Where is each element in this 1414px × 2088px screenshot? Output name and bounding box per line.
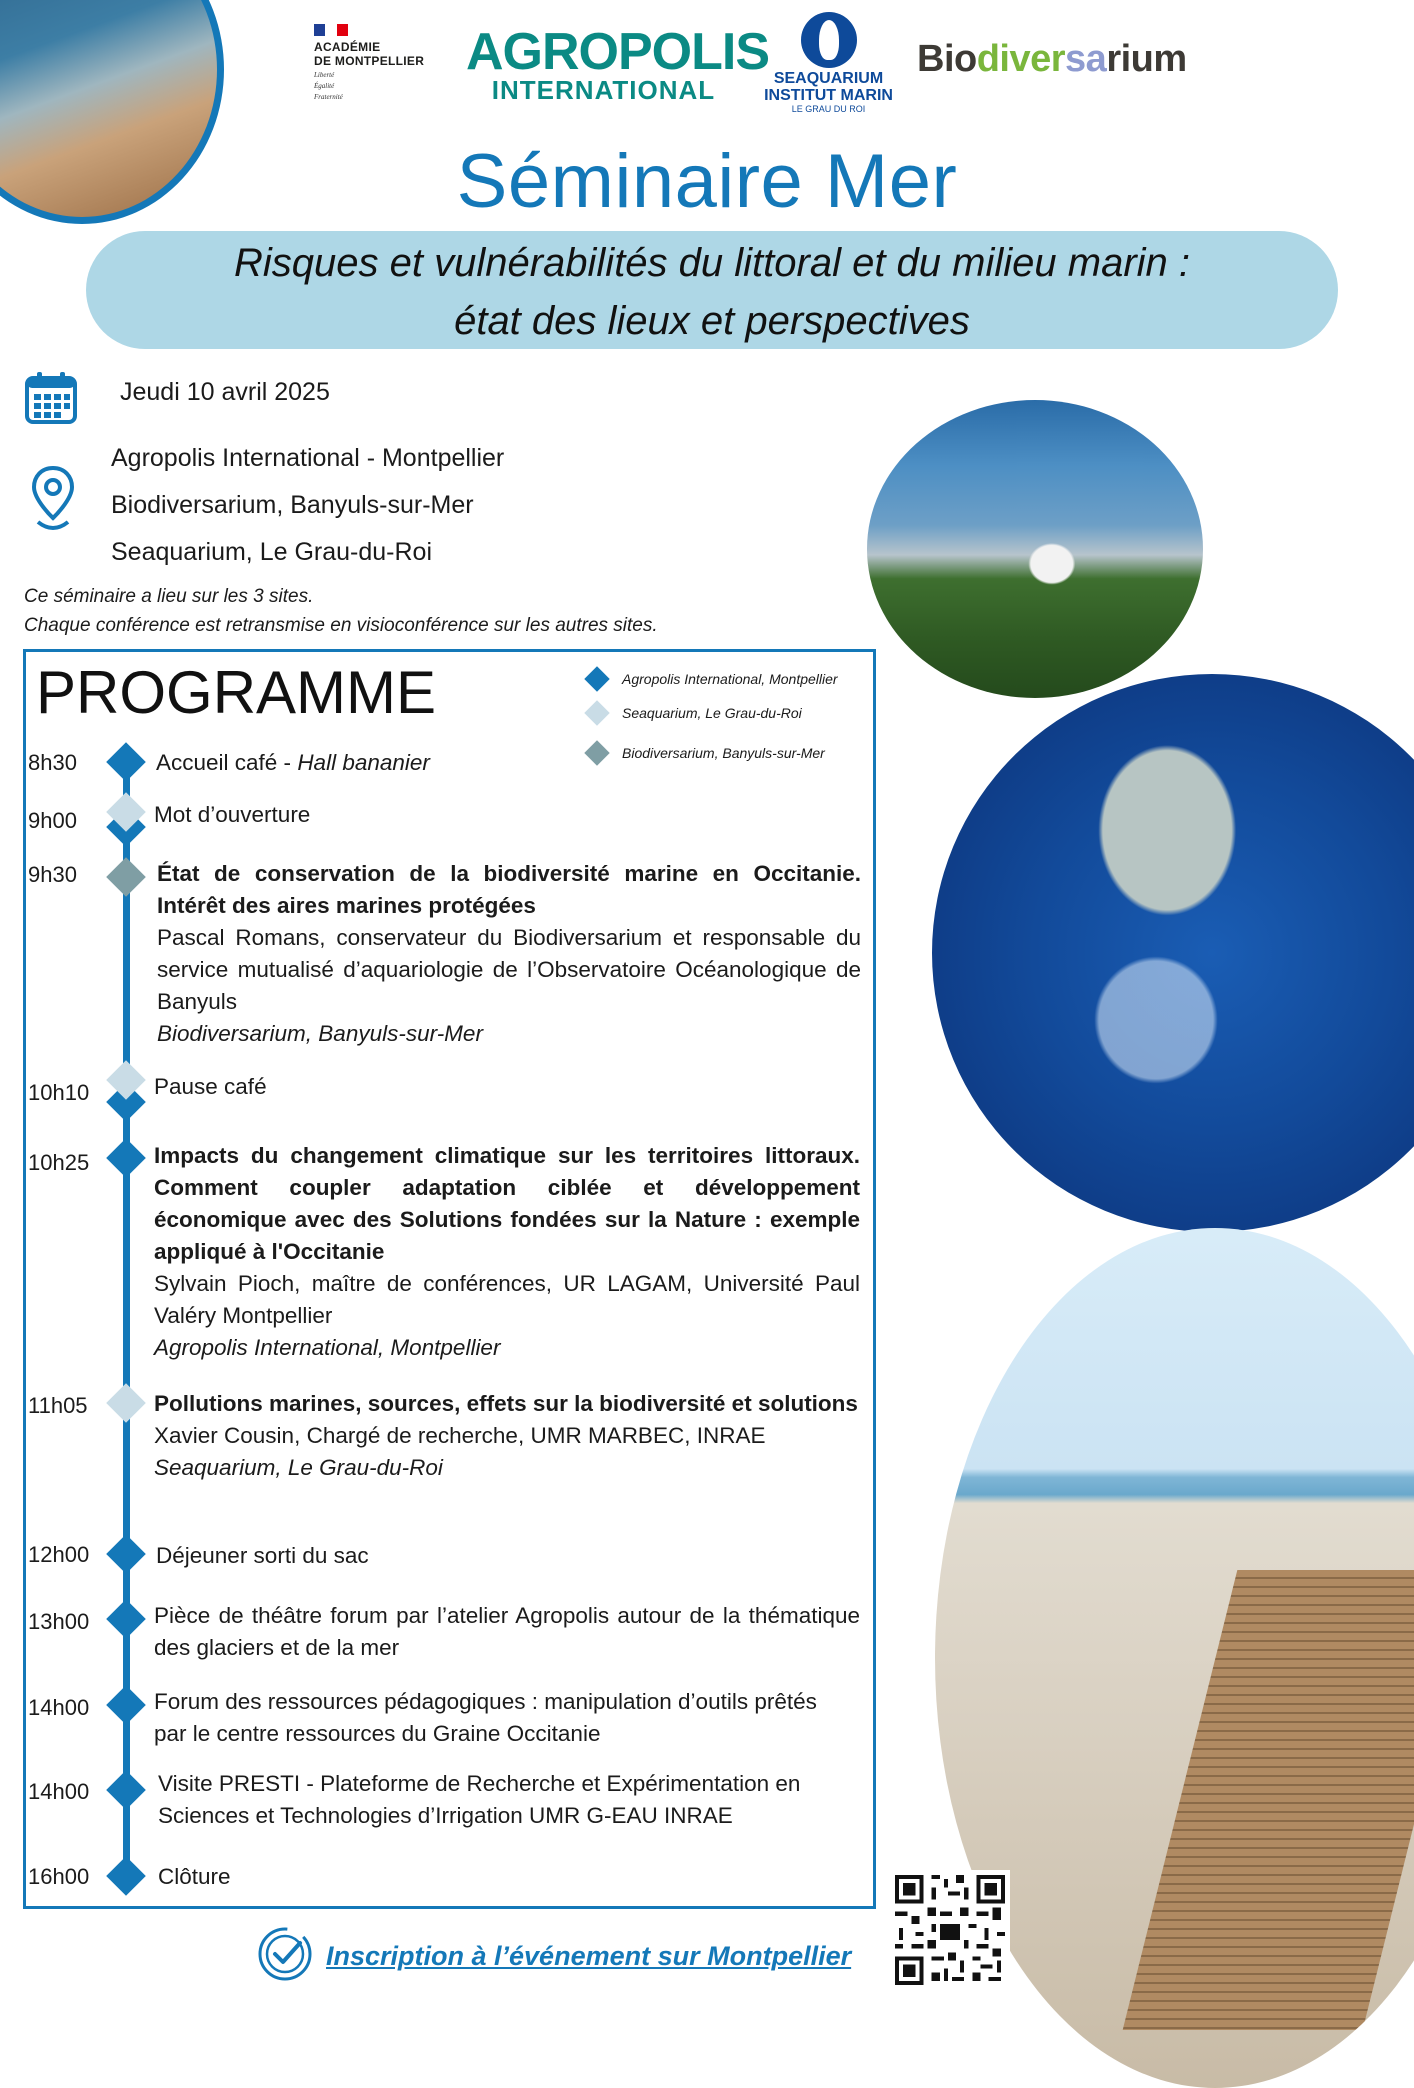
item-title: Impacts du changement climatique sur les territoires littoraux. Comment coupler adaptation ciblée et développement économique avec des Solutions fondées sur la Nature : exemple appliqué à l'Occitanie — [154, 1143, 860, 1264]
item-location: Agropolis International, Montpellier — [154, 1335, 501, 1360]
programme-item — [154, 1686, 824, 1750]
site-seaquarium: Seaquarium, Le Grau-du-Roi — [111, 538, 432, 566]
biodiversarium-logo — [917, 38, 1187, 81]
programme-item — [156, 747, 862, 779]
subtitle-line2: état des lieux et perspectives — [454, 299, 970, 343]
programme-item — [154, 1140, 860, 1364]
event-date: Jeudi 10 avril 2025 — [120, 378, 330, 406]
time-label: 8h30 — [28, 750, 77, 775]
site-biodiversarium: Biodiversarium, Banyuls-sur-Mer — [111, 491, 474, 519]
time-label: 16h00 — [28, 1864, 90, 1889]
time-label: 9h30 — [28, 862, 77, 887]
site-agropolis: Agropolis International - Montpellier — [111, 444, 505, 472]
programme-item — [154, 1388, 860, 1484]
note-sites: Ce séminaire a lieu sur les 3 sites. — [24, 586, 314, 607]
legend-label: Biodiversarium, Banyuls-sur-Mer — [622, 745, 825, 761]
item-title: Pollutions marines, sources, effets sur la biodiversité et solutions — [154, 1391, 858, 1416]
legend-seaquarium — [588, 702, 802, 724]
location-pin-icon — [30, 464, 76, 539]
biodiv-part3: sa — [1065, 38, 1107, 80]
legend-agropolis — [588, 668, 838, 690]
check-badge-icon — [256, 1925, 314, 1988]
item-text: Clôture — [158, 1864, 231, 1889]
time-label: 14h00 — [28, 1695, 90, 1720]
item-text: Visite PRESTI - Plateforme de Recherche et Expérimentation en Sciences et Technologies d’Irrigation UMR G-EAU INRAE — [158, 1771, 801, 1828]
programme-item — [158, 1768, 864, 1832]
page-title: Séminaire Mer — [456, 139, 958, 224]
note-visio: Chaque conférence est retransmise en visioconférence sur les autres sites. — [24, 615, 658, 636]
item-location: Seaquarium, Le Grau-du-Roi — [154, 1455, 443, 1480]
french-flag-icon — [314, 24, 348, 36]
item-text: Forum des ressources pédagogiques : manipulation d’outils prêtés par le centre ressources du Graine Occitanie — [154, 1689, 817, 1746]
time-label: 14h00 — [28, 1779, 90, 1804]
boardwalk — [1123, 1570, 1414, 2030]
agropolis-line2: INTERNATIONAL — [491, 75, 716, 105]
fish-plastic-photo — [926, 668, 1414, 1238]
academie-line1: ACADÉMIE — [314, 40, 381, 54]
time-label: 12h00 — [28, 1542, 90, 1567]
legend-diamond-light — [584, 700, 609, 725]
item-text-italic: Hall bananier — [297, 750, 430, 775]
academie-line2: DE MONTPELLIER — [314, 54, 425, 68]
time-label: 10h10 — [28, 1080, 90, 1105]
motto-1: Liberté — [314, 71, 335, 79]
programme-item — [156, 1540, 862, 1572]
calendar-icon — [24, 371, 78, 430]
motto-2: Égalité — [314, 82, 335, 90]
programme-item — [157, 858, 861, 1050]
item-text: Accueil café - — [156, 750, 298, 775]
item-text: Déjeuner sorti du sac — [156, 1543, 369, 1568]
motto-3: Fraternité — [314, 93, 343, 101]
item-speaker: Xavier Cousin, Chargé de recherche, UMR MARBEC, INRAE — [154, 1423, 766, 1448]
biodiv-part1: Bio — [917, 38, 977, 80]
qr-code-icon[interactable] — [890, 1870, 1010, 1990]
time-label: 13h00 — [28, 1609, 90, 1634]
programme-item — [158, 1861, 864, 1893]
programme-item — [154, 799, 860, 831]
item-speaker: Sylvain Pioch, maître de conférences, UR LAGAM, Université Paul Valéry Montpellier — [154, 1271, 860, 1328]
item-text: Pause café — [154, 1074, 267, 1099]
subtitle-line1: Risques et vulnérabilités du littoral et du milieu marin : — [234, 241, 1190, 285]
legend-label: Agropolis International, Montpellier — [622, 671, 838, 687]
item-speaker: Pascal Romans, conservateur du Biodiversarium et responsable du service mutualisé d’aquariologie de l’Observatoire Océanologique de Banyuls — [157, 925, 861, 1014]
item-text: Pièce de théâtre forum par l’atelier Agropolis autour de la thématique des glaciers et de la mer — [154, 1603, 860, 1660]
agropolis-logo — [466, 23, 770, 105]
biodiv-part2: diver — [976, 38, 1066, 80]
academie-logo — [314, 24, 444, 101]
subtitle — [86, 234, 1338, 350]
registration-text[interactable]: Inscription à l’événement sur Montpellier — [326, 1941, 852, 1971]
agropolis-line1: AGROPOLIS — [466, 23, 770, 81]
seaquarium-line1: SEAQUARIUM — [773, 70, 884, 87]
item-location: Biodiversarium, Banyuls-sur-Mer — [157, 1021, 483, 1046]
registration-link[interactable] — [256, 1925, 851, 1988]
biodiv-part4: rium — [1106, 38, 1187, 80]
la-grande-motte-photo — [867, 400, 1203, 698]
programme-item — [154, 1600, 860, 1664]
legend-diamond-blue — [584, 666, 609, 691]
seahorse-icon — [801, 12, 857, 68]
seaquarium-line3: LE GRAU DU ROI — [791, 104, 866, 114]
programme-item — [154, 1071, 860, 1103]
time-label: 11h05 — [28, 1393, 88, 1418]
seaquarium-logo — [756, 12, 901, 114]
item-text: Mot d’ouverture — [154, 802, 311, 827]
item-title: État de conservation de la biodiversité marine en Occitanie. Intérêt des aires marines protégées — [157, 861, 861, 918]
time-label: 10h25 — [28, 1150, 90, 1175]
seaquarium-line2: INSTITUT MARIN — [764, 87, 893, 104]
legend-label: Seaquarium, Le Grau-du-Roi — [622, 705, 802, 721]
programme-title: PROGRAMME — [36, 659, 437, 726]
time-label: 9h00 — [28, 808, 77, 833]
